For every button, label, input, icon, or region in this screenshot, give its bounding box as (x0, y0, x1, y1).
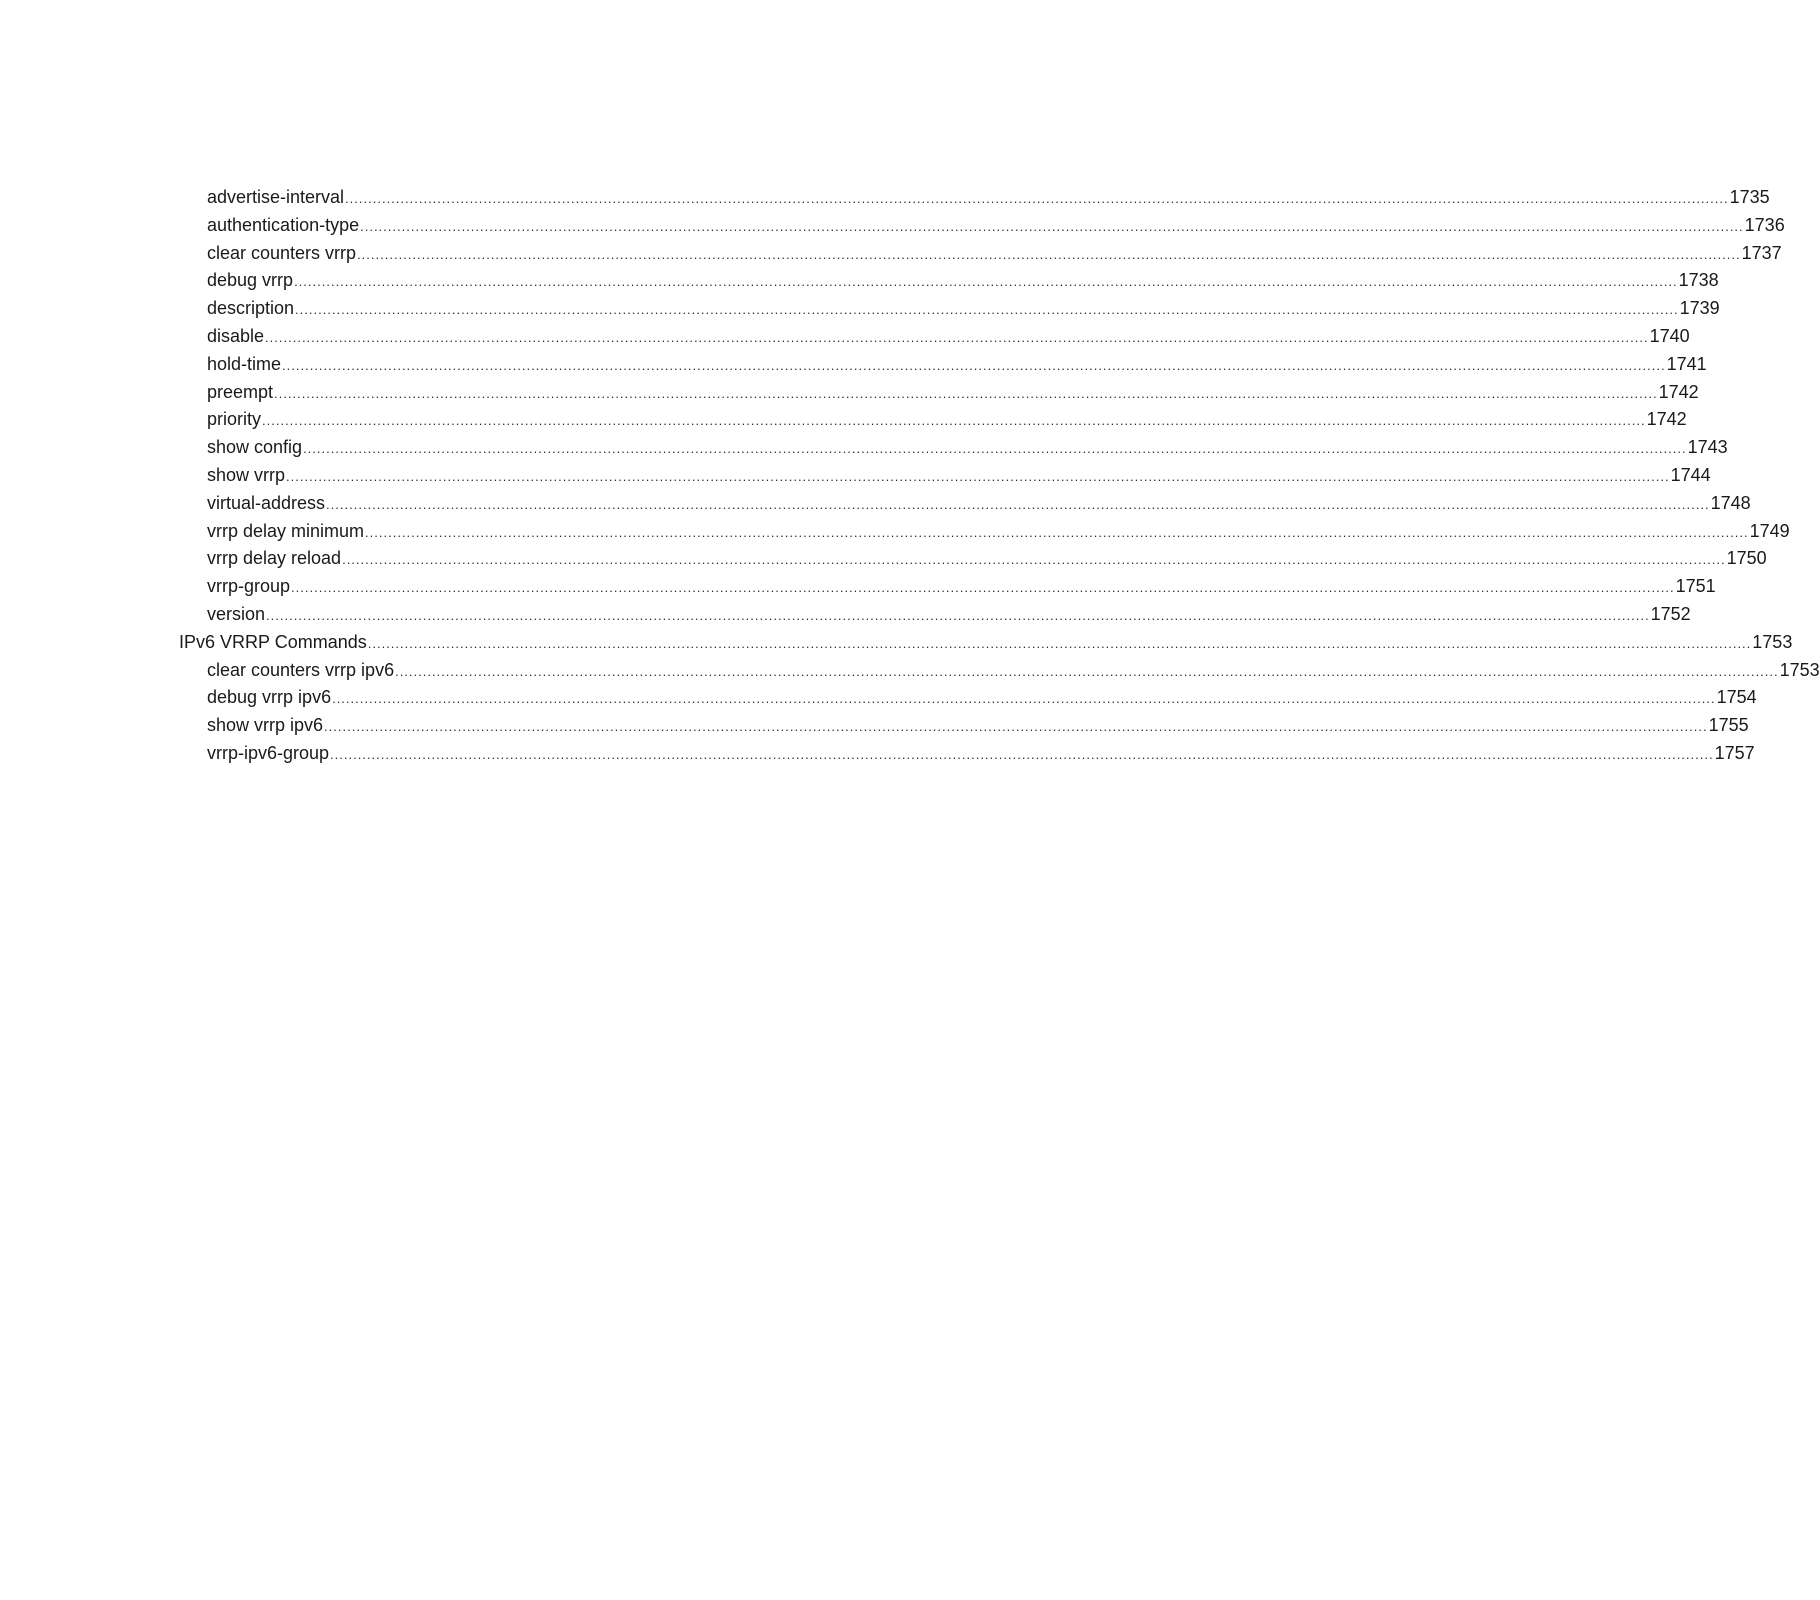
toc-entry[interactable] (179, 712, 1749, 740)
toc-entry[interactable] (179, 657, 1820, 685)
table-of-contents (179, 184, 1820, 768)
dot-leader: ............................................................................................................................................................................................................................................................................................................ (342, 552, 1726, 568)
toc-page-number: 1753 (1779, 659, 1820, 680)
toc-page-number: 1736 (1744, 214, 1785, 235)
toc-entry-label: authentication-type (207, 214, 360, 235)
dot-leader: ............................................................................................................................................................................................................................................................................................................ (326, 496, 1710, 512)
toc-page-number: 1742 (1646, 409, 1687, 430)
toc-entry-label: show vrrp ipv6 (207, 715, 324, 736)
toc-entry[interactable] (179, 601, 1691, 629)
toc-page-number: 1740 (1649, 325, 1690, 346)
toc-page-number: 1757 (1714, 742, 1755, 763)
toc-page-number: 1753 (1752, 631, 1793, 652)
toc-entry-label: vrrp-ipv6-group (207, 742, 330, 763)
dot-leader: ............................................................................................................................................................................................................................................................................................................ (303, 441, 1687, 457)
toc-page-number: 1738 (1678, 270, 1719, 291)
toc-entry[interactable] (179, 212, 1785, 240)
dot-leader: ............................................................................................................................................................................................................................................................................................................ (345, 191, 1729, 206)
toc-entry[interactable] (179, 490, 1751, 518)
toc-entry[interactable] (179, 379, 1699, 407)
toc-entry-label: debug vrrp (207, 270, 294, 291)
toc-entry-label: vrrp delay reload (207, 548, 342, 569)
dot-leader: ............................................................................................................................................................................................................................................................................................................ (324, 719, 1708, 735)
toc-page-number: 1737 (1741, 242, 1782, 263)
toc-page-number: 1751 (1675, 576, 1716, 597)
dot-leader: ............................................................................................................................................................................................................................................................................................................ (395, 663, 1779, 679)
toc-entry-label: hold-time (207, 353, 282, 374)
toc-entry-label: virtual-address (207, 492, 326, 513)
toc-entry-label: show config (207, 437, 303, 458)
toc-entry[interactable] (179, 184, 1770, 212)
toc-entry-label: advertise-interval (207, 187, 345, 207)
toc-page-number: 1750 (1726, 548, 1767, 569)
toc-entry-label: vrrp delay minimum (207, 520, 365, 541)
toc-page-number: 1735 (1729, 187, 1770, 207)
toc-entry[interactable] (179, 434, 1728, 462)
toc-page-number: 1741 (1666, 353, 1707, 374)
toc-entry[interactable] (179, 406, 1687, 434)
toc-entry[interactable] (179, 573, 1716, 601)
toc-entry[interactable] (179, 240, 1782, 268)
toc-entry[interactable] (179, 518, 1790, 546)
dot-leader: ............................................................................................................................................................................................................................................................................................................ (357, 246, 1741, 262)
dot-leader: ............................................................................................................................................................................................................................................................................................................ (330, 746, 1714, 762)
toc-page-number: 1744 (1670, 464, 1711, 485)
toc-page-number: 1749 (1749, 520, 1790, 541)
toc-section-entry[interactable] (179, 629, 1793, 657)
toc-entry[interactable] (179, 684, 1757, 712)
toc-entry-label: version (207, 603, 266, 624)
dot-leader: ............................................................................................................................................................................................................................................................................................................ (266, 607, 1650, 623)
dot-leader: ............................................................................................................................................................................................................................................................................................................ (295, 302, 1679, 318)
dot-leader: ............................................................................................................................................................................................................................................................................................................ (274, 385, 1658, 401)
toc-page-number: 1742 (1658, 381, 1699, 402)
toc-page-number: 1748 (1710, 492, 1751, 513)
toc-entry[interactable] (179, 351, 1707, 379)
dot-leader: ............................................................................................................................................................................................................................................................................................................ (265, 329, 1649, 345)
toc-entry[interactable] (179, 323, 1690, 351)
toc-entry[interactable] (179, 295, 1720, 323)
dot-leader: ............................................................................................................................................................................................................................................................................................................ (332, 691, 1716, 707)
toc-entry-label: debug vrrp ipv6 (207, 687, 332, 708)
toc-entry[interactable] (179, 740, 1755, 768)
toc-entry-label: IPv6 VRRP Commands (179, 631, 367, 652)
dot-leader: ............................................................................................................................................................................................................................................................................................................ (262, 413, 1646, 429)
toc-entry-label: description (207, 298, 295, 319)
toc-page-number: 1754 (1716, 687, 1757, 708)
toc-entry[interactable] (179, 462, 1711, 490)
toc-entry-label: vrrp-group (207, 576, 291, 597)
toc-page-number: 1752 (1650, 603, 1691, 624)
toc-entry-label: clear counters vrrp (207, 242, 357, 263)
dot-leader: ............................................................................................................................................................................................................................................................................................................ (282, 357, 1666, 373)
toc-entry-label: show vrrp (207, 464, 286, 485)
dot-leader: ............................................................................................................................................................................................................................................................................................................ (294, 274, 1678, 290)
toc-page-number: 1739 (1679, 298, 1720, 319)
toc-entry-label: preempt (207, 381, 274, 402)
dot-leader: ............................................................................................................................................................................................................................................................................................................ (360, 218, 1744, 234)
dot-leader: ............................................................................................................................................................................................................................................................................................................ (286, 468, 1670, 484)
toc-page-number: 1755 (1708, 715, 1749, 736)
toc-entry[interactable] (179, 267, 1719, 295)
toc-entry[interactable] (179, 545, 1767, 573)
dot-leader: ............................................................................................................................................................................................................................................................................................................ (291, 580, 1675, 596)
toc-page-number: 1743 (1687, 437, 1728, 458)
toc-entry-label: priority (207, 409, 262, 430)
dot-leader: ............................................................................................................................................................................................................................................................................................................ (365, 524, 1749, 540)
toc-entry-label: clear counters vrrp ipv6 (207, 659, 395, 680)
dot-leader: ............................................................................................................................................................................................................................................................................................................ (367, 635, 1752, 651)
toc-entry-label: disable (207, 325, 265, 346)
